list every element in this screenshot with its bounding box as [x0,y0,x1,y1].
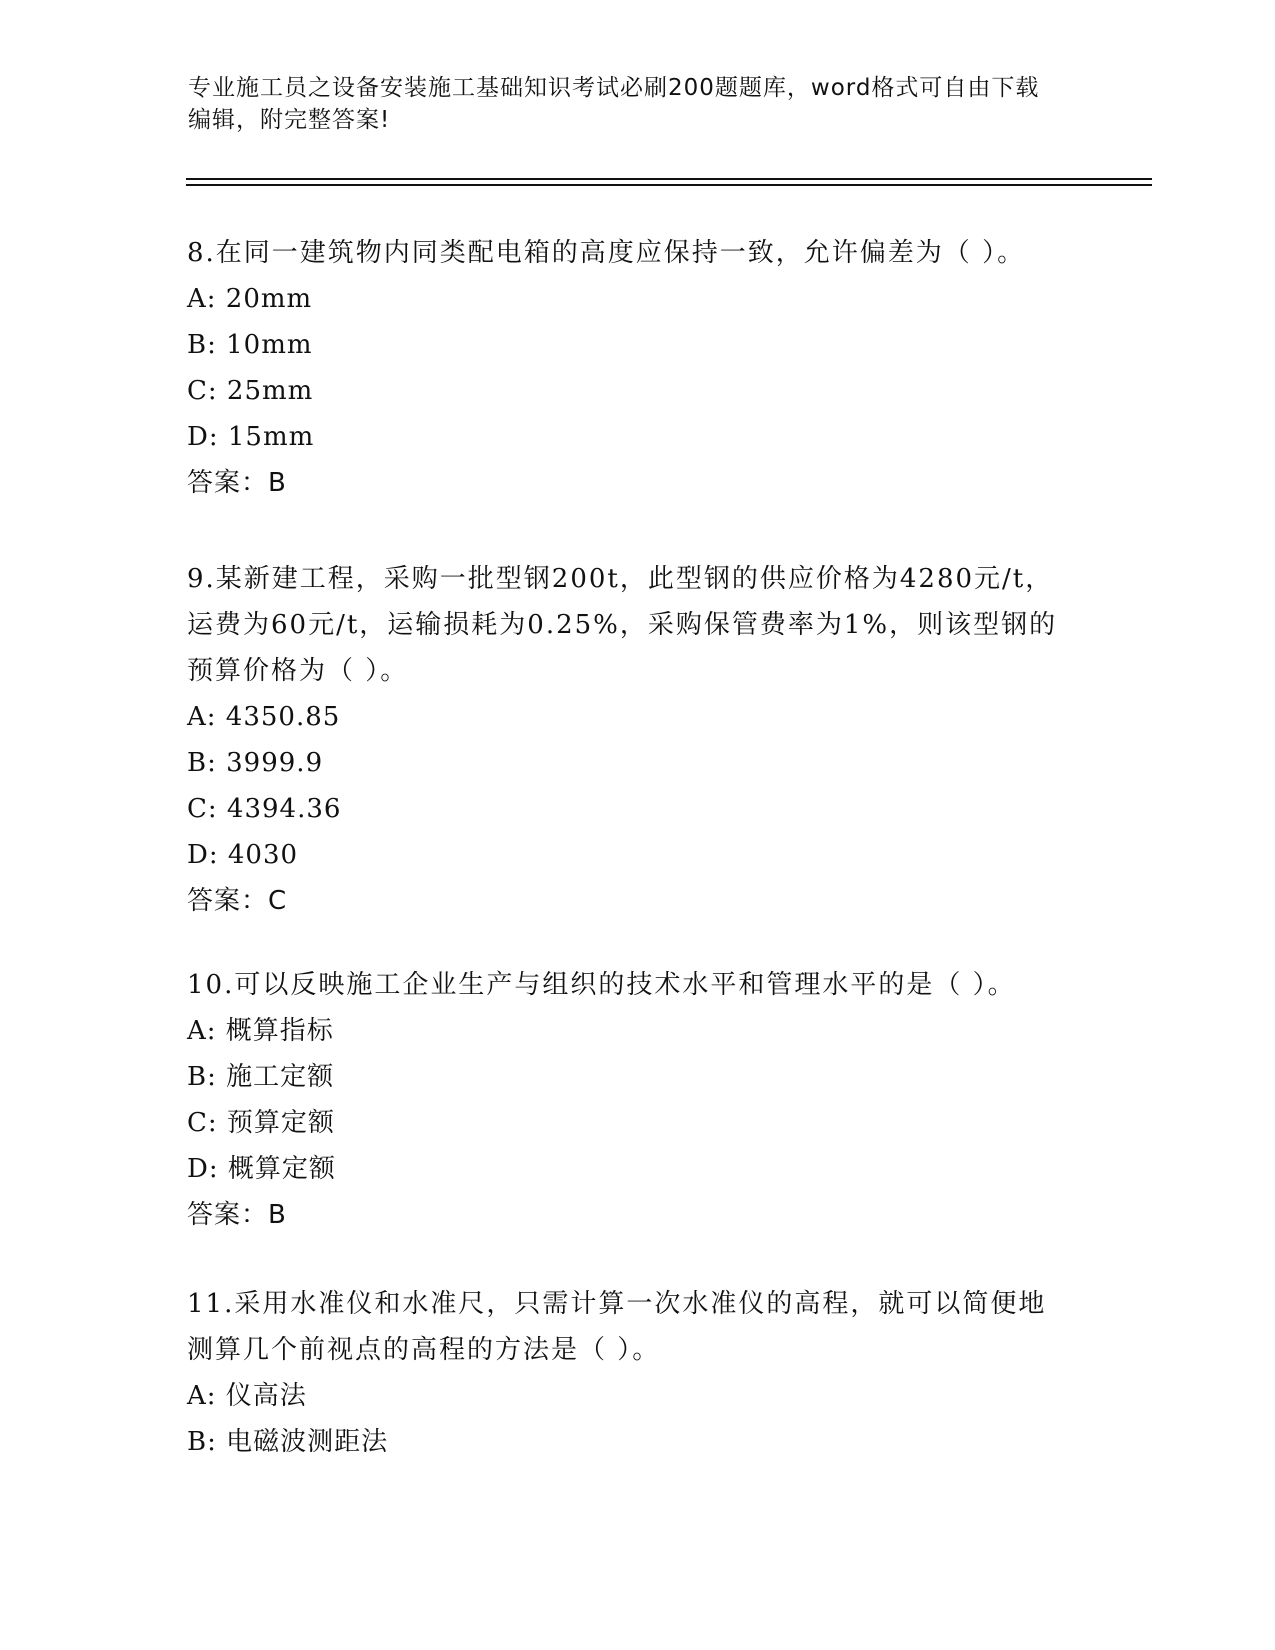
question-11 [187,1281,1067,1465]
question-text: 10.可以反映施工企业生产与组织的技术水平和管理水平的是（ ）。 [187,970,1016,1000]
question-9 [187,556,1067,924]
answer: 答案：B [187,468,287,498]
question-10 [187,962,1087,1238]
header-divider-bottom [186,184,1152,186]
question-text: 8.在同一建筑物内同类配电箱的高度应保持一致，允许偏差为（ ）。 [187,238,1026,268]
option-a: A: 仪高法 [187,1381,307,1411]
option-c: C: 4394.36 [187,794,342,824]
answer: 答案：B [187,1200,287,1230]
option-a: A: 20mm [187,284,313,314]
header-line-1: 专业施工员之设备安装施工基础知识考试必刷200题题库，word格式可自由下载 [188,75,1040,101]
question-8 [187,230,1087,506]
option-d: D: 概算定额 [187,1154,336,1184]
option-c: C: 预算定额 [187,1108,335,1138]
option-c: C: 25mm [187,376,314,406]
header-divider-top [186,178,1152,180]
question-text: 11.采用水准仪和水准尺，只需计算一次水准仪的高程，就可以简便地测算几个前视点的高程的方法是（ ）。 [187,1289,1047,1365]
answer: 答案：C [187,886,288,916]
option-b: B: 3999.9 [187,748,324,778]
option-d: D: 15mm [187,422,315,452]
option-a: A: 概算指标 [187,1016,334,1046]
option-b: B: 施工定额 [187,1062,335,1092]
question-text: 9.某新建工程，采购一批型钢200t，此型钢的供应价格为4280元/t，运费为60元/t，运输损耗为0.25%，采购保管费率为1%，则该型钢的预算价格为（ ）。 [187,564,1058,686]
option-b: B: 电磁波测距法 [187,1427,389,1457]
option-a: A: 4350.85 [187,702,341,732]
document-header [188,72,1088,136]
option-b: B: 10mm [187,330,313,360]
option-d: D: 4030 [187,840,299,870]
header-line-2: 编辑，附完整答案! [188,107,391,133]
